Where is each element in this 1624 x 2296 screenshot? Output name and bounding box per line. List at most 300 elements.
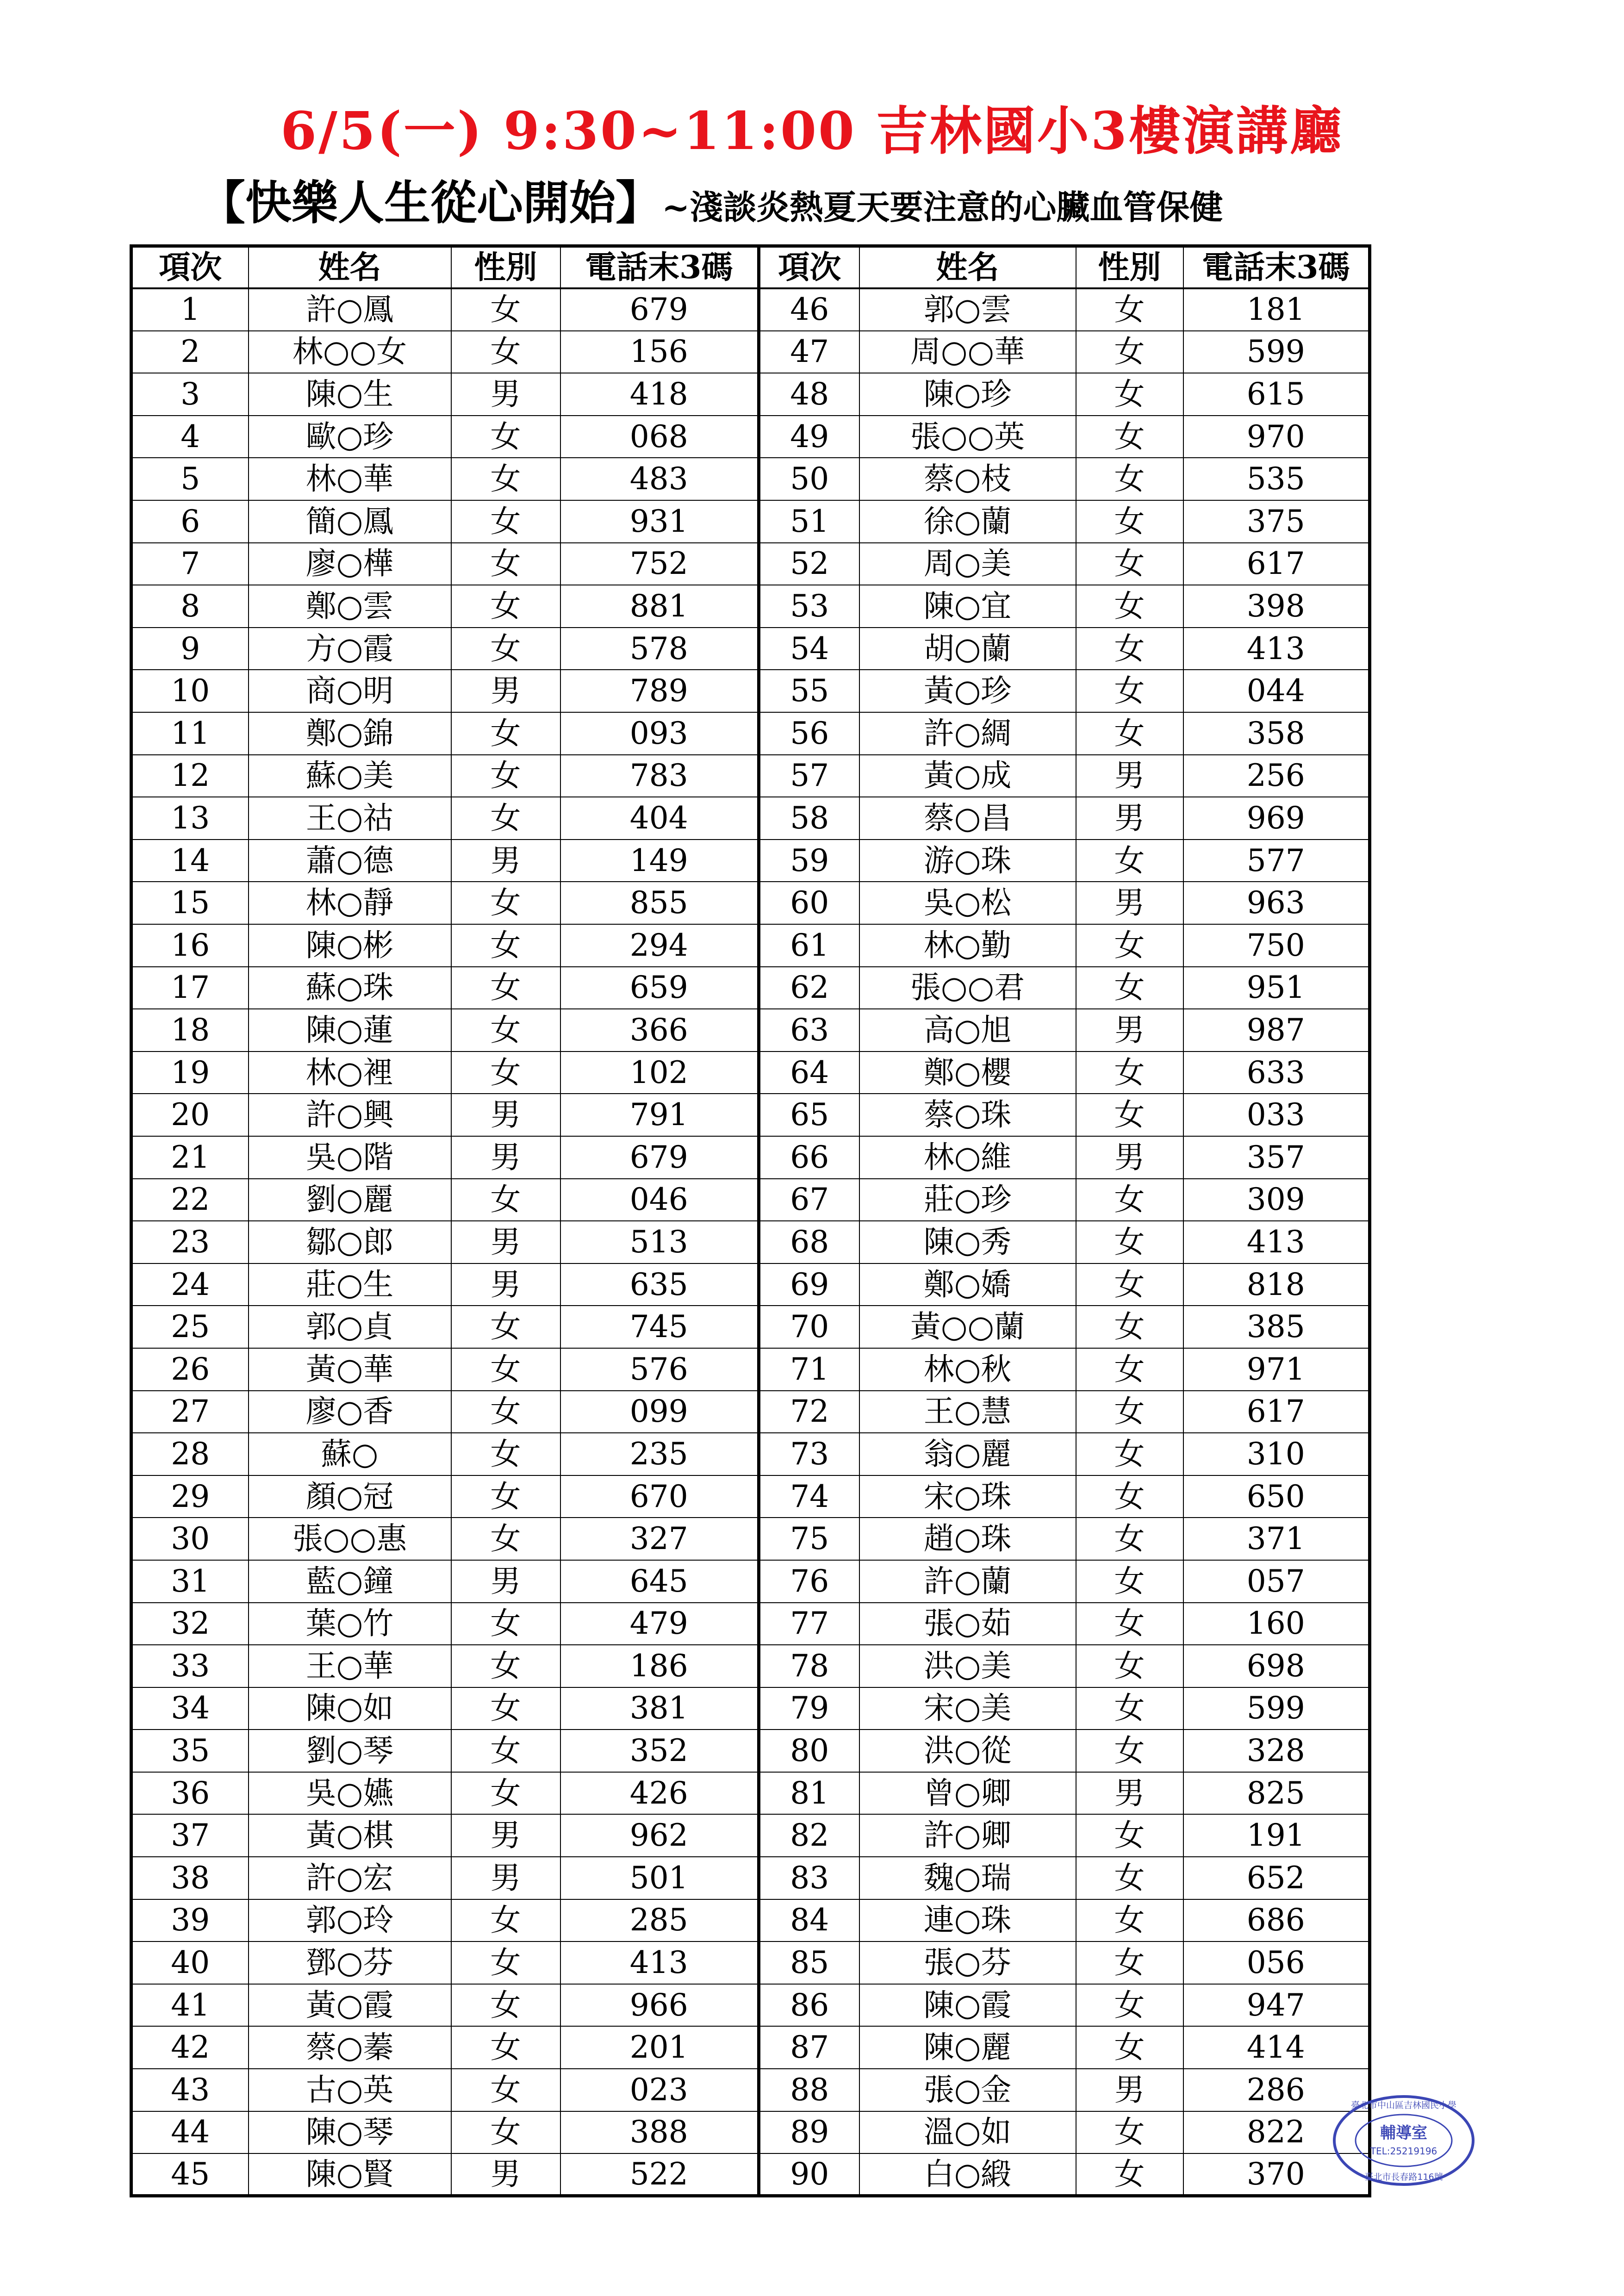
- cell-phone: 201: [560, 2026, 759, 2069]
- cell-index: 12: [131, 755, 249, 797]
- cell-phone: 294: [560, 924, 759, 967]
- svg-text:臺北市中山區吉林國民小學: 臺北市中山區吉林國民小學: [1350, 2100, 1457, 2110]
- cell-name: 曾○卿: [859, 1772, 1076, 1815]
- cell-name: 蘇○珠: [249, 967, 451, 1009]
- cell-name: 郭○貞: [249, 1306, 451, 1348]
- cell-index: 4: [131, 416, 249, 458]
- cell-name: 郭○雲: [859, 288, 1076, 331]
- table-row: [131, 1814, 1370, 1857]
- table-row: [131, 373, 1370, 416]
- table-row: [131, 924, 1370, 967]
- cell-name: 徐○蘭: [859, 500, 1076, 543]
- cell-phone: 099: [560, 1391, 759, 1433]
- table-row: [131, 2153, 1370, 2196]
- cell-gender: 女: [451, 1984, 560, 2027]
- cell-gender: 女: [1076, 1094, 1183, 1136]
- cell-phone: 418: [560, 373, 759, 416]
- cell-index: 26: [131, 1348, 249, 1391]
- cell-name: 游○珠: [859, 840, 1076, 882]
- cell-index: 36: [131, 1772, 249, 1815]
- cell-gender: 女: [451, 458, 560, 500]
- col-header-name: 姓名: [249, 246, 451, 289]
- cell-gender: 女: [1076, 1560, 1183, 1603]
- cell-name: 簡○鳳: [249, 500, 451, 543]
- cell-index: 75: [759, 1518, 859, 1560]
- cell-name: 許○宏: [249, 1857, 451, 1899]
- cell-index: 77: [759, 1603, 859, 1645]
- table-row: [131, 1687, 1370, 1730]
- cell-phone: 191: [1183, 1814, 1370, 1857]
- cell-phone: 931: [560, 500, 759, 543]
- cell-phone: 160: [1183, 1603, 1370, 1645]
- table-row: [131, 1899, 1370, 1942]
- cell-name: 陳○彬: [249, 924, 451, 967]
- cell-phone: 652: [1183, 1857, 1370, 1899]
- cell-phone: 309: [1183, 1179, 1370, 1221]
- cell-phone: 483: [560, 458, 759, 500]
- col-header-name: 姓名: [859, 246, 1076, 289]
- cell-gender: 女: [1076, 585, 1183, 628]
- cell-gender: 男: [451, 1263, 560, 1306]
- cell-phone: 578: [560, 628, 759, 670]
- cell-gender: 男: [451, 1857, 560, 1899]
- cell-name: 鄭○雲: [249, 585, 451, 628]
- cell-gender: 女: [451, 2026, 560, 2069]
- cell-gender: 女: [451, 924, 560, 967]
- cell-gender: 女: [451, 628, 560, 670]
- cell-gender: 女: [1076, 1984, 1183, 2027]
- cell-index: 90: [759, 2153, 859, 2196]
- cell-gender: 女: [451, 416, 560, 458]
- cell-index: 63: [759, 1009, 859, 1052]
- cell-phone: 068: [560, 416, 759, 458]
- cell-phone: 375: [1183, 500, 1370, 543]
- cell-phone: 750: [1183, 924, 1370, 967]
- cell-name: 張○○英: [859, 416, 1076, 458]
- cell-gender: 男: [451, 1221, 560, 1263]
- cell-name: 洪○從: [859, 1730, 1076, 1772]
- cell-gender: 女: [451, 755, 560, 797]
- cell-phone: 186: [560, 1645, 759, 1687]
- cell-index: 35: [131, 1730, 249, 1772]
- cell-name: 張○○君: [859, 967, 1076, 1009]
- cell-phone: 046: [560, 1179, 759, 1221]
- cell-name: 宋○美: [859, 1687, 1076, 1730]
- cell-index: 83: [759, 1857, 859, 1899]
- cell-gender: 女: [1076, 670, 1183, 712]
- cell-name: 蔡○珠: [859, 1094, 1076, 1136]
- table-row: [131, 840, 1370, 882]
- cell-gender: 女: [1076, 1687, 1183, 1730]
- table-row: [131, 1348, 1370, 1391]
- cell-gender: 女: [451, 1941, 560, 1984]
- cell-phone: 745: [560, 1306, 759, 1348]
- cell-index: 8: [131, 585, 249, 628]
- cell-phone: 413: [560, 1941, 759, 1984]
- cell-name: 林○靜: [249, 882, 451, 924]
- cell-index: 42: [131, 2026, 249, 2069]
- cell-phone: 149: [560, 840, 759, 882]
- cell-phone: 535: [1183, 458, 1370, 500]
- page-title: 6/5(一) 9:30~11:00 吉林國小3樓演講廳: [280, 101, 1344, 162]
- cell-phone: 181: [1183, 288, 1370, 331]
- cell-gender: 女: [451, 1687, 560, 1730]
- table-row: [131, 1136, 1370, 1179]
- cell-name: 鄭○錦: [249, 712, 451, 755]
- table-row: [131, 1475, 1370, 1518]
- cell-name: 顏○冠: [249, 1475, 451, 1518]
- cell-name: 廖○香: [249, 1391, 451, 1433]
- cell-index: 37: [131, 1814, 249, 1857]
- cell-index: 68: [759, 1221, 859, 1263]
- cell-index: 52: [759, 543, 859, 585]
- cell-gender: 女: [1076, 1645, 1183, 1687]
- cell-name: 鄭○嬌: [859, 1263, 1076, 1306]
- table-row: [131, 543, 1370, 585]
- cell-index: 19: [131, 1052, 249, 1094]
- cell-gender: 女: [1076, 924, 1183, 967]
- cell-phone: 963: [1183, 882, 1370, 924]
- cell-index: 67: [759, 1179, 859, 1221]
- cell-phone: 599: [1183, 331, 1370, 373]
- cell-phone: 327: [560, 1518, 759, 1560]
- cell-phone: 414: [1183, 2026, 1370, 2069]
- cell-gender: 女: [1076, 628, 1183, 670]
- cell-gender: 女: [451, 585, 560, 628]
- cell-name: 胡○蘭: [859, 628, 1076, 670]
- cell-index: 74: [759, 1475, 859, 1518]
- cell-gender: 女: [1076, 1263, 1183, 1306]
- table-row: [131, 628, 1370, 670]
- cell-gender: 女: [451, 882, 560, 924]
- cell-name: 鄭○櫻: [859, 1052, 1076, 1094]
- cell-phone: 102: [560, 1052, 759, 1094]
- cell-index: 39: [131, 1899, 249, 1942]
- cell-index: 85: [759, 1941, 859, 1984]
- cell-gender: 女: [451, 1433, 560, 1475]
- cell-phone: 398: [1183, 585, 1370, 628]
- cell-phone: 388: [560, 2111, 759, 2154]
- cell-name: 劉○麗: [249, 1179, 451, 1221]
- cell-gender: 男: [451, 1560, 560, 1603]
- table-row: [131, 1306, 1370, 1348]
- cell-name: 劉○琴: [249, 1730, 451, 1772]
- table-row: [131, 1772, 1370, 1815]
- cell-gender: 女: [451, 797, 560, 840]
- cell-name: 陳○蓮: [249, 1009, 451, 1052]
- cell-index: 15: [131, 882, 249, 924]
- cell-gender: 女: [451, 1772, 560, 1815]
- cell-phone: 670: [560, 1475, 759, 1518]
- cell-phone: 413: [1183, 628, 1370, 670]
- cell-phone: 479: [560, 1603, 759, 1645]
- cell-index: 46: [759, 288, 859, 331]
- cell-name: 周○○華: [859, 331, 1076, 373]
- cell-gender: 女: [1076, 1433, 1183, 1475]
- cell-name: 連○珠: [859, 1899, 1076, 1942]
- subtitle-main: 【快樂人生從心開始】: [199, 175, 662, 230]
- cell-name: 許○興: [249, 1094, 451, 1136]
- cell-index: 84: [759, 1899, 859, 1942]
- cell-index: 45: [131, 2153, 249, 2196]
- cell-index: 48: [759, 373, 859, 416]
- cell-phone: 971: [1183, 1348, 1370, 1391]
- col-header-index: 項次: [131, 246, 249, 289]
- cell-index: 54: [759, 628, 859, 670]
- cell-gender: 女: [1076, 416, 1183, 458]
- cell-gender: 女: [1076, 1899, 1183, 1942]
- cell-index: 61: [759, 924, 859, 967]
- table-row: [131, 1730, 1370, 1772]
- cell-name: 郭○玲: [249, 1899, 451, 1942]
- cell-index: 9: [131, 628, 249, 670]
- cell-gender: 女: [1076, 1730, 1183, 1772]
- cell-name: 林○華: [249, 458, 451, 500]
- cell-phone: 881: [560, 585, 759, 628]
- table-row: [131, 1391, 1370, 1433]
- cell-phone: 385: [1183, 1306, 1370, 1348]
- cell-index: 11: [131, 712, 249, 755]
- col-header-phone: 電話末3碼: [560, 246, 759, 289]
- cell-gender: 女: [451, 500, 560, 543]
- cell-name: 吳○階: [249, 1136, 451, 1179]
- cell-name: 林○勤: [859, 924, 1076, 967]
- cell-gender: 女: [1076, 331, 1183, 373]
- cell-index: 27: [131, 1391, 249, 1433]
- cell-index: 56: [759, 712, 859, 755]
- cell-index: 13: [131, 797, 249, 840]
- cell-gender: 女: [1076, 2153, 1183, 2196]
- cell-phone: 617: [1183, 543, 1370, 585]
- cell-phone: 285: [560, 1899, 759, 1942]
- table-row: [131, 1263, 1370, 1306]
- cell-name: 黃○霞: [249, 1984, 451, 2027]
- cell-name: 商○明: [249, 670, 451, 712]
- cell-gender: 男: [451, 1814, 560, 1857]
- cell-index: 41: [131, 1984, 249, 2027]
- cell-phone: 825: [1183, 1772, 1370, 1815]
- cell-index: 2: [131, 331, 249, 373]
- cell-index: 58: [759, 797, 859, 840]
- cell-index: 44: [131, 2111, 249, 2154]
- cell-name: 許○蘭: [859, 1560, 1076, 1603]
- cell-phone: 156: [560, 331, 759, 373]
- cell-gender: 女: [1076, 2026, 1183, 2069]
- cell-phone: 947: [1183, 1984, 1370, 2027]
- cell-name: 張○芬: [859, 1941, 1076, 1984]
- table-row: [131, 1560, 1370, 1603]
- cell-name: 趙○珠: [859, 1518, 1076, 1560]
- cell-name: 黃○華: [249, 1348, 451, 1391]
- cell-index: 47: [759, 331, 859, 373]
- cell-gender: 女: [451, 1391, 560, 1433]
- cell-index: 28: [131, 1433, 249, 1475]
- cell-index: 87: [759, 2026, 859, 2069]
- cell-gender: 女: [1076, 1391, 1183, 1433]
- cell-gender: 女: [451, 1603, 560, 1645]
- cell-index: 51: [759, 500, 859, 543]
- cell-index: 30: [131, 1518, 249, 1560]
- table-row: [131, 2026, 1370, 2069]
- cell-name: 王○祜: [249, 797, 451, 840]
- cell-phone: 310: [1183, 1433, 1370, 1475]
- cell-name: 周○美: [859, 543, 1076, 585]
- cell-name: 白○緞: [859, 2153, 1076, 2196]
- cell-index: 81: [759, 1772, 859, 1815]
- cell-name: 魏○瑞: [859, 1857, 1076, 1899]
- cell-name: 歐○珍: [249, 416, 451, 458]
- table-row: [131, 1645, 1370, 1687]
- cell-gender: 女: [451, 1518, 560, 1560]
- cell-gender: 女: [1076, 967, 1183, 1009]
- cell-name: 林○裡: [249, 1052, 451, 1094]
- cell-gender: 女: [1076, 1603, 1183, 1645]
- cell-gender: 女: [1076, 712, 1183, 755]
- cell-name: 陳○生: [249, 373, 451, 416]
- table-header-row: [131, 246, 1370, 289]
- cell-phone: 969: [1183, 797, 1370, 840]
- cell-index: 79: [759, 1687, 859, 1730]
- cell-index: 73: [759, 1433, 859, 1475]
- cell-index: 71: [759, 1348, 859, 1391]
- cell-name: 方○霞: [249, 628, 451, 670]
- cell-name: 莊○生: [249, 1263, 451, 1306]
- cell-phone: 366: [560, 1009, 759, 1052]
- cell-index: 78: [759, 1645, 859, 1687]
- cell-phone: 501: [560, 1857, 759, 1899]
- cell-phone: 987: [1183, 1009, 1370, 1052]
- cell-gender: 女: [451, 1348, 560, 1391]
- cell-index: 1: [131, 288, 249, 331]
- cell-index: 25: [131, 1306, 249, 1348]
- cell-index: 31: [131, 1560, 249, 1603]
- cell-name: 陳○琴: [249, 2111, 451, 2154]
- cell-index: 17: [131, 967, 249, 1009]
- cell-gender: 男: [1076, 1009, 1183, 1052]
- cell-gender: 女: [1076, 1348, 1183, 1391]
- cell-index: 53: [759, 585, 859, 628]
- cell-index: 7: [131, 543, 249, 585]
- cell-phone: 256: [1183, 755, 1370, 797]
- cell-name: 鄒○郎: [249, 1221, 451, 1263]
- cell-gender: 男: [451, 373, 560, 416]
- table-row: [131, 585, 1370, 628]
- cell-phone: 577: [1183, 840, 1370, 882]
- table-row: [131, 1433, 1370, 1475]
- cell-phone: 371: [1183, 1518, 1370, 1560]
- cell-gender: 女: [451, 967, 560, 1009]
- cell-name: 陳○宜: [859, 585, 1076, 628]
- cell-gender: 女: [451, 712, 560, 755]
- cell-phone: 044: [1183, 670, 1370, 712]
- cell-name: 陳○珍: [859, 373, 1076, 416]
- cell-phone: 413: [1183, 1221, 1370, 1263]
- cell-name: 宋○珠: [859, 1475, 1076, 1518]
- cell-gender: 男: [451, 670, 560, 712]
- cell-phone: 352: [560, 1730, 759, 1772]
- cell-index: 59: [759, 840, 859, 882]
- table-row: [131, 670, 1370, 712]
- table-body: [131, 288, 1370, 2196]
- cell-index: 80: [759, 1730, 859, 1772]
- cell-index: 62: [759, 967, 859, 1009]
- cell-name: 蘇○: [249, 1433, 451, 1475]
- cell-phone: 033: [1183, 1094, 1370, 1136]
- cell-index: 20: [131, 1094, 249, 1136]
- cell-index: 88: [759, 2069, 859, 2111]
- table-row: [131, 458, 1370, 500]
- cell-gender: 男: [1076, 797, 1183, 840]
- cell-index: 3: [131, 373, 249, 416]
- cell-name: 黃○成: [859, 755, 1076, 797]
- cell-phone: 951: [1183, 967, 1370, 1009]
- cell-phone: 023: [560, 2069, 759, 2111]
- cell-gender: 女: [1076, 288, 1183, 331]
- cell-gender: 女: [1076, 1941, 1183, 1984]
- table-row: [131, 1518, 1370, 1560]
- cell-gender: 女: [1076, 373, 1183, 416]
- cell-gender: 男: [1076, 2069, 1183, 2111]
- cell-phone: 659: [560, 967, 759, 1009]
- cell-index: 40: [131, 1941, 249, 1984]
- cell-name: 洪○美: [859, 1645, 1076, 1687]
- cell-gender: 男: [1076, 882, 1183, 924]
- cell-gender: 女: [1076, 1221, 1183, 1263]
- cell-gender: 女: [1076, 500, 1183, 543]
- cell-gender: 男: [451, 840, 560, 882]
- cell-index: 33: [131, 1645, 249, 1687]
- cell-name: 古○英: [249, 2069, 451, 2111]
- table-row: [131, 1221, 1370, 1263]
- cell-index: 29: [131, 1475, 249, 1518]
- cell-name: 黃○○蘭: [859, 1306, 1076, 1348]
- cell-name: 鄧○芬: [249, 1941, 451, 1984]
- cell-name: 許○卿: [859, 1814, 1076, 1857]
- cell-index: 22: [131, 1179, 249, 1221]
- cell-phone: 381: [560, 1687, 759, 1730]
- cell-index: 32: [131, 1603, 249, 1645]
- cell-name: 藍○鐘: [249, 1560, 451, 1603]
- table-row: [131, 712, 1370, 755]
- cell-phone: 093: [560, 712, 759, 755]
- cell-gender: 女: [1076, 1814, 1183, 1857]
- cell-gender: 女: [451, 1899, 560, 1942]
- cell-index: 86: [759, 1984, 859, 2027]
- cell-phone: 698: [1183, 1645, 1370, 1687]
- cell-phone: 645: [560, 1560, 759, 1603]
- table-row: [131, 416, 1370, 458]
- cell-name: 張○金: [859, 2069, 1076, 2111]
- cell-phone: 679: [560, 288, 759, 331]
- cell-index: 66: [759, 1136, 859, 1179]
- cell-phone: 650: [1183, 1475, 1370, 1518]
- cell-index: 18: [131, 1009, 249, 1052]
- cell-index: 72: [759, 1391, 859, 1433]
- cell-name: 陳○霞: [859, 1984, 1076, 2027]
- cell-name: 蔡○昌: [859, 797, 1076, 840]
- cell-index: 10: [131, 670, 249, 712]
- cell-name: 翁○麗: [859, 1433, 1076, 1475]
- cell-gender: 女: [451, 288, 560, 331]
- cell-name: 林○秋: [859, 1348, 1076, 1391]
- cell-gender: 女: [1076, 458, 1183, 500]
- cell-name: 林○維: [859, 1136, 1076, 1179]
- col-header-phone: 電話末3碼: [1183, 246, 1370, 289]
- cell-phone: 818: [1183, 1263, 1370, 1306]
- cell-name: 蘇○美: [249, 755, 451, 797]
- cell-phone: 358: [1183, 712, 1370, 755]
- cell-index: 89: [759, 2111, 859, 2154]
